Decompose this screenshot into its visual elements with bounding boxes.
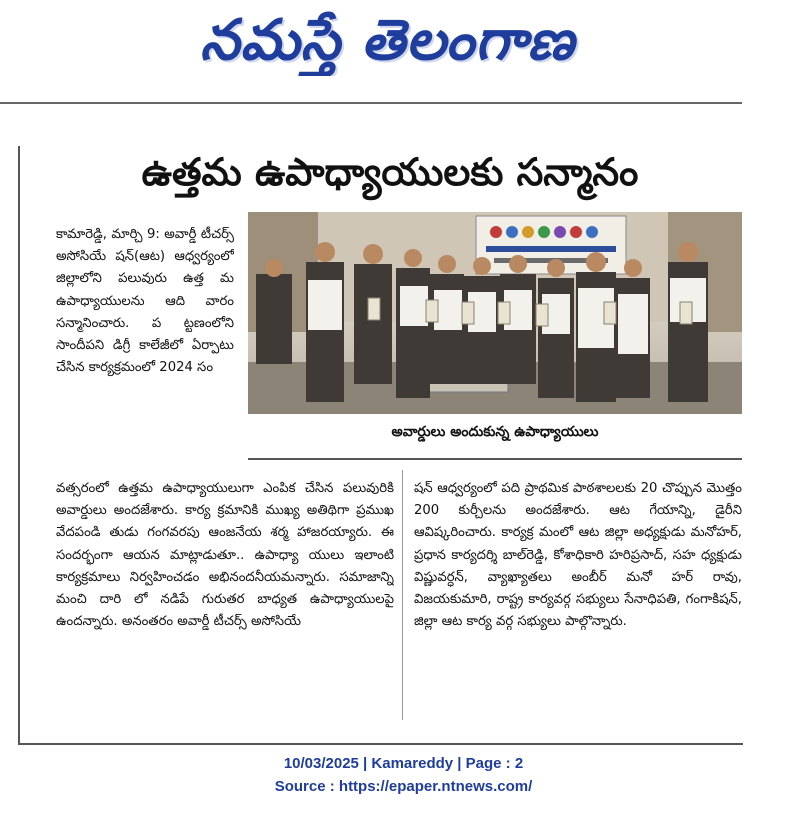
newspaper-logo: నమస్తే తెలంగాణ [200,8,575,73]
article-column-right: షన్ ఆధ్వర్యంలో పది ప్రాథమిక పాఠశాలలకు 20 చొప్పున మొత్తం 200 కుర్చీలను అందజేశారు. ఆట గేయాన్ని, డైరీని ఆవిష్కరించారు. కార్యక్ర మంలో ఆట జిల్లా అధ్యక్షుడు మనోహర్, ప్రధాన కార్యదర్శి బాల్‌రెడ్డి, కోశాధికారి హరిప్రసాద్, సహ ధ్యక్షుడు విష్ణువర్ధన్, వ్యాఖ్యాతలు అంబీర్ మనో హర్ రావు, విజయకుమారి, రాష్ట్ర కార్యవర్గ సభ్యులు సేనాధిపతి, గంగాకిషన్, జిల్లా ఆట కార్య వర్గ సభ్యులు పాల్గొన్నారు. [414,481,742,630]
caption-divider [248,458,742,460]
article-border-bottom [18,743,743,745]
footer-dateline: 10/03/2025 | Kamareddy | Page : 2 [283,755,524,772]
masthead-divider [0,102,742,104]
masthead [0,0,807,100]
article-border-left [18,146,20,744]
article-column-left: వత్సరంలో ఉత్తమ ఉపాధ్యాయులుగా ఎంపిక చేసిన పలువురికి అవార్డులు అందజేశారు. కార్య క్రమానికి ముఖ్య అతిథిగా ప్రముఖ వేదపండి తుడు గంగవరపు ఆంజనేయ శర్మ హాజరయ్యారు. ఈ సందర్భంగా ఆయన మాట్లాడుతూ.. ఉపాధ్యా యులు ఇలాంటి కార్యక్రమాలు నిర్వహించడం అభినందనీయమన్నారు. సమాజాన్ని మంచి దారి లో నడిపే గురుతర బాధ్యత ఉపాధ్యాయులపై ఉందన్నారు. అనంతరం అవార్డీ టీచర్స్ అసోసియే [56,481,394,630]
photo-caption: అవార్డులు అందుకున్న ఉపాధ్యాయులు [391,424,599,440]
column-divider [402,470,403,720]
article-headline: ఉత్తమ ఉపాధ్యాయులకు సన్మానం [141,150,639,194]
footer-source: Source : https://epaper.ntnews.com/ [274,778,533,795]
article-photo [248,212,742,414]
article-intro-text: కామారెడ్డి, మార్చి 9: అవార్డీ టీచర్స్ అసోసియే షన్(ఆట) ఆధ్వర్యంలో జిల్లాలోని పలువురు ఉత్త మ ఉపాధ్యాయులను ఆది వారం సన్మానించారు. ప ట్టణంలోని సాందీపని డిగ్రీ కాలేజీలో ఏర్పాటు చేసిన కార్యక్రమంలో 2024 సం [56,227,234,376]
group-photo-illustration [248,212,742,414]
